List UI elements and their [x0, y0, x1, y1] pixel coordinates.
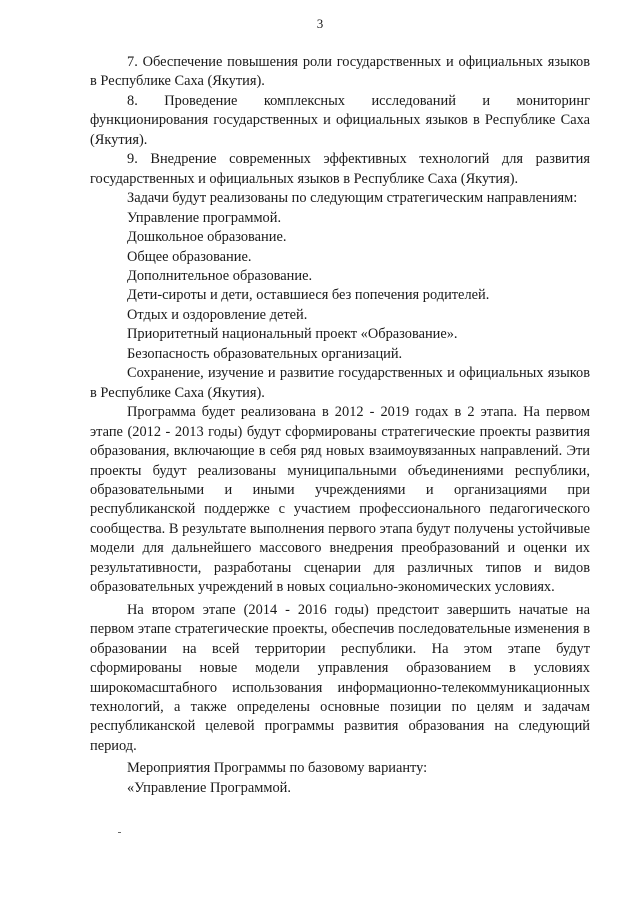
list-item: Безопасность образовательных организаций.	[127, 345, 403, 362]
paragraph-languages: Сохранение, изучение и развитие государственных и официальных языков в Республике Саха (Якутия).	[90, 365, 590, 401]
list-item: Управление программой.	[127, 209, 282, 226]
list-item: Дети-сироты и дети, оставшиеся без попечения родителей.	[127, 287, 490, 304]
paragraph-activities-intro: Мероприятия Программы по базовому варианту:	[127, 760, 428, 777]
page-number: 3	[316, 16, 324, 31]
list-item: Отдых и оздоровление детей.	[127, 306, 308, 323]
paragraph-program-management: «Управление Программой.	[127, 779, 291, 796]
paragraph-stage-one: Программа будет реализована в 2012 - 2019 годах в 2 этапа. На первом этапе (2012 - 2013 годы) будут сформированы стратегические проекты развития образования, включающие в себя ряд новых взаимоувязанных направлений. Эти проекты будут реализованы муниципальными объединениями республики, образовательными и иными учреждениями и организациями при республиканской поддержке с участием профессионального педагогического сообщества. В результате выполнения первого этапа будут получены устойчивые модели для дальнейшего массового внедрения преобразований и оценки их результативности, разработаны сценарии для различных типов и видов образовательных учреждений в новых социально-экономических условиях.	[90, 404, 590, 596]
paragraph-goal-7: 7. Обеспечение повышения роли государственных и официальных языков в Республике Саха (Якутия).	[90, 54, 590, 90]
paragraph-tasks-intro: Задачи будут реализованы по следующим стратегическим направлениям:	[127, 190, 578, 207]
list-item: Дошкольное образование.	[127, 229, 287, 246]
list-item: Приоритетный национальный проект «Образование».	[127, 326, 458, 343]
paragraph-stage-two: На втором этапе (2014 - 2016 годы) предстоит завершить начатые на первом этапе стратегические проекты, обеспечив последовательные изменения в образовании на всей территории республики. На этом этапе будут сформированы новые модели управления образованием в условиях широкомасштабного использования информационно-телекоммуникационных технологий, а также определены основные позиции по целям и задачам республиканской целевой программы развития образования на следующий период.	[90, 601, 590, 754]
document-body	[90, 53, 590, 798]
paragraph-goal-9: 9. Внедрение современных эффективных технологий для развития государственных и официальных языков в Республике Саха (Якутия).	[90, 151, 590, 187]
list-item: Общее образование.	[127, 248, 252, 265]
scan-mark	[118, 832, 121, 833]
list-item: Дополнительное образование.	[127, 267, 313, 284]
paragraph-goal-8: 8. Проведение комплексных исследований и мониторинг функционирования государственных и официальных языков в Республике Саха (Якутия).	[90, 92, 590, 148]
